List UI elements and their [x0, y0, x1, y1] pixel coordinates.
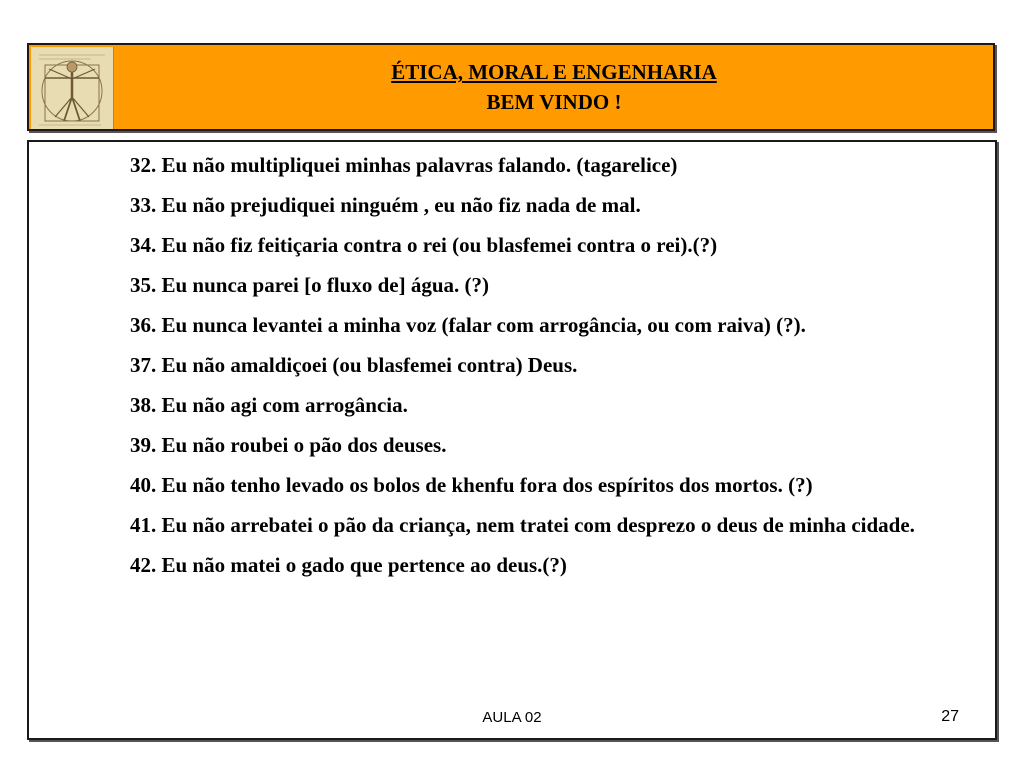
list-item: 40. Eu não tenho levado os bolos de khenfu fora dos espíritos dos mortos. (?) [130, 473, 813, 497]
slide-content [27, 140, 997, 740]
footer-label: AULA 02 [482, 709, 542, 726]
list-item: 37. Eu não amaldiçoei (ou blasfemei contra) Deus. [130, 353, 578, 377]
list-item: 41. Eu não arrebatei o pão da criança, nem tratei com desprezo o deus de minha cidade. [130, 513, 915, 537]
page-number: 27 [941, 708, 959, 725]
header-title-area [115, 45, 993, 129]
list-item: 36. Eu nunca levantei a minha voz (falar com arrogância, ou com raiva) (?). [130, 313, 806, 337]
slide-header [27, 43, 995, 131]
list-item: 42. Eu não matei o gado que pertence ao deus.(?) [130, 553, 567, 577]
vitruvian-man-icon [31, 47, 114, 129]
list-item: 33. Eu não prejudiquei ninguém , eu não fiz nada de mal. [130, 193, 641, 217]
list-item: 34. Eu não fiz feitiçaria contra o rei (ou blasfemei contra o rei).(?) [130, 233, 718, 257]
list-item: 39. Eu não roubei o pão dos deuses. [130, 433, 447, 457]
commandments-list [130, 152, 990, 592]
page-subtitle: BEM VINDO ! [486, 90, 622, 114]
list-item: 35. Eu nunca parei [o fluxo de] água. (?) [130, 273, 489, 297]
list-item: 38. Eu não agi com arrogância. [130, 393, 408, 417]
list-item: 32. Eu não multipliquei minhas palavras falando. (tagarelice) [130, 153, 678, 177]
page-title: ÉTICA, MORAL E ENGENHARIA [391, 60, 717, 84]
